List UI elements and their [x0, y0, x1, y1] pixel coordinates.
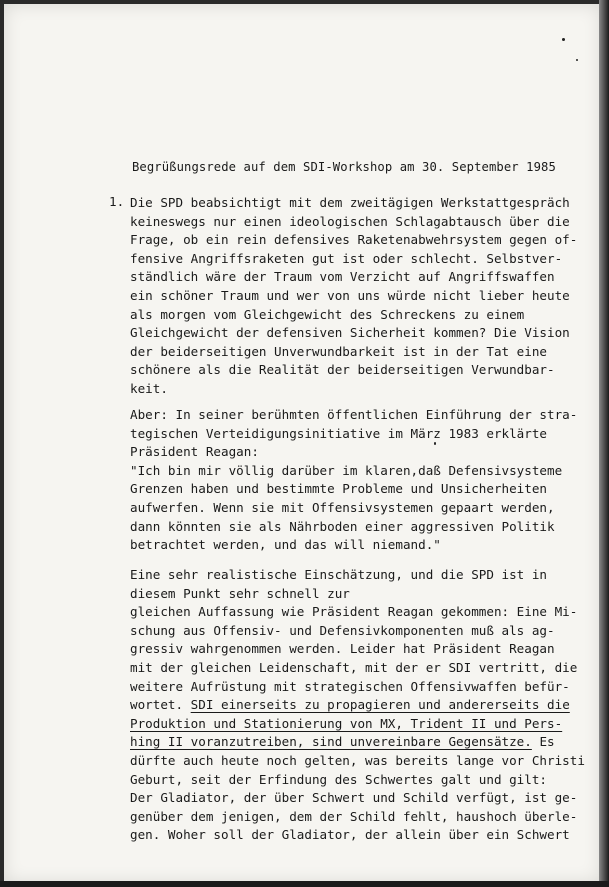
paragraph-3 — [130, 566, 585, 845]
scan-speck — [434, 442, 436, 445]
text-line: mit der gleichen Leidenschaft, mit der er SDI vertritt, die — [130, 659, 578, 675]
text-line: ein schöner Traum und wer von uns würde nicht lieber heute — [130, 287, 570, 303]
text-line: Präsident Reagan: — [130, 444, 259, 460]
text-line: Frage, ob ein rein defensives Raketenabwehrsystem gegen of- — [130, 232, 578, 248]
quote-line: Grenzen haben und bestimmte Probleme und Unsicherheiten — [130, 481, 548, 497]
document-heading: Begrüßungsrede auf dem SDI-Workshop am 30. September 1985 — [132, 160, 556, 174]
document-page — [4, 4, 601, 883]
text-line: Gleichgewicht der defensiven Sicherheit kommen? Die Vision — [130, 325, 570, 341]
scan-border-bottom — [0, 881, 609, 887]
text-line: diesem Punkt sehr schnell zur — [130, 585, 350, 601]
text-line: keit. — [130, 380, 168, 396]
underlined-text: Produktion und Stationierung von MX, Trident II und Pers- — [130, 715, 563, 731]
text-line — [130, 715, 570, 734]
text-line: Die SPD beabsichtigt mit dem zweitägigen Werkstattgespräch — [130, 195, 570, 210]
text-line: schönere als die Realität der beiderseitigen Verwundbar- — [130, 362, 555, 378]
text-line: ständlich wäre der Traum vom Verzicht auf Angriffswaffen — [130, 269, 555, 285]
paragraph-2 — [130, 406, 578, 555]
text-fragment: Es — [531, 734, 555, 750]
text-line: genüber dem jenigen, dem der Schild fehlt, haushoch überle- — [130, 808, 578, 824]
text-line: Eine sehr realistische Einschätzung, und die SPD ist in — [130, 567, 548, 582]
text-line: als morgen vom Gleichgewicht des Schreckens zu einem — [130, 306, 525, 322]
paragraph-1 — [130, 194, 578, 399]
text-line: weitere Aufrüstung mit strategischen Offensivwaffen befür- — [130, 678, 570, 694]
text-line: Geburt, seit der Erfindung des Schwertes galt und gilt: — [130, 771, 548, 787]
text-line: keineswegs nur einen ideologischen Schlagabtausch über die — [130, 213, 570, 229]
text-line: fensive Angriffsraketen gut ist oder schlecht. Selbstver- — [130, 250, 563, 266]
quote-line: aufwerfen. Wenn sie mit Offensivsystemen gepaart werden, — [130, 499, 555, 515]
text-line: schung aus Offensiv- und Defensivkomponenten muß als ag- — [130, 622, 555, 638]
scan-speck — [562, 38, 565, 41]
underlined-text: SDI einerseits zu propagieren und andererseits die — [190, 697, 570, 713]
text-line: gleichen Auffassung wie Präsident Reagan gekommen: Eine Mi- — [130, 604, 578, 620]
text-fragment: wortet. — [130, 697, 184, 713]
text-line — [130, 696, 570, 715]
underlined-text: hing II voranzutreiben, sind unvereinbare Gegensätze. — [130, 734, 532, 750]
text-line — [130, 733, 570, 752]
quote-line: "Ich bin mir völlig darüber im klaren,daß Defensivsysteme — [130, 462, 563, 478]
quote-line: dann könnten sie als Nährboden einer aggressiven Politik — [130, 518, 555, 534]
list-item-number: 1. — [109, 194, 125, 209]
text-line: Aber: In seiner berühmten öffentlichen Einführung der stra- — [130, 407, 578, 422]
scan-speck — [576, 59, 578, 61]
scan-border-right — [599, 0, 609, 887]
text-line: Der Gladiator, der über Schwert und Schild verfügt, ist ge- — [130, 790, 578, 806]
text-line: tegischen Verteidigungsinitiative im März 1983 erklärte — [130, 425, 548, 441]
text-line: gressiv wahrgenommen werden. Leider hat Präsident Reagan — [130, 641, 555, 657]
text-line: der beiderseitigen Unverwundbarkeit ist in der Tat eine — [130, 343, 548, 359]
text-line: dürfte auch heute noch gelten, was bereits lange vor Christi — [130, 752, 585, 768]
quote-line: betrachtet werden, und das will niemand." — [130, 537, 441, 553]
text-line: gen. Woher soll der Gladiator, der allein über ein Schwert — [130, 827, 570, 843]
